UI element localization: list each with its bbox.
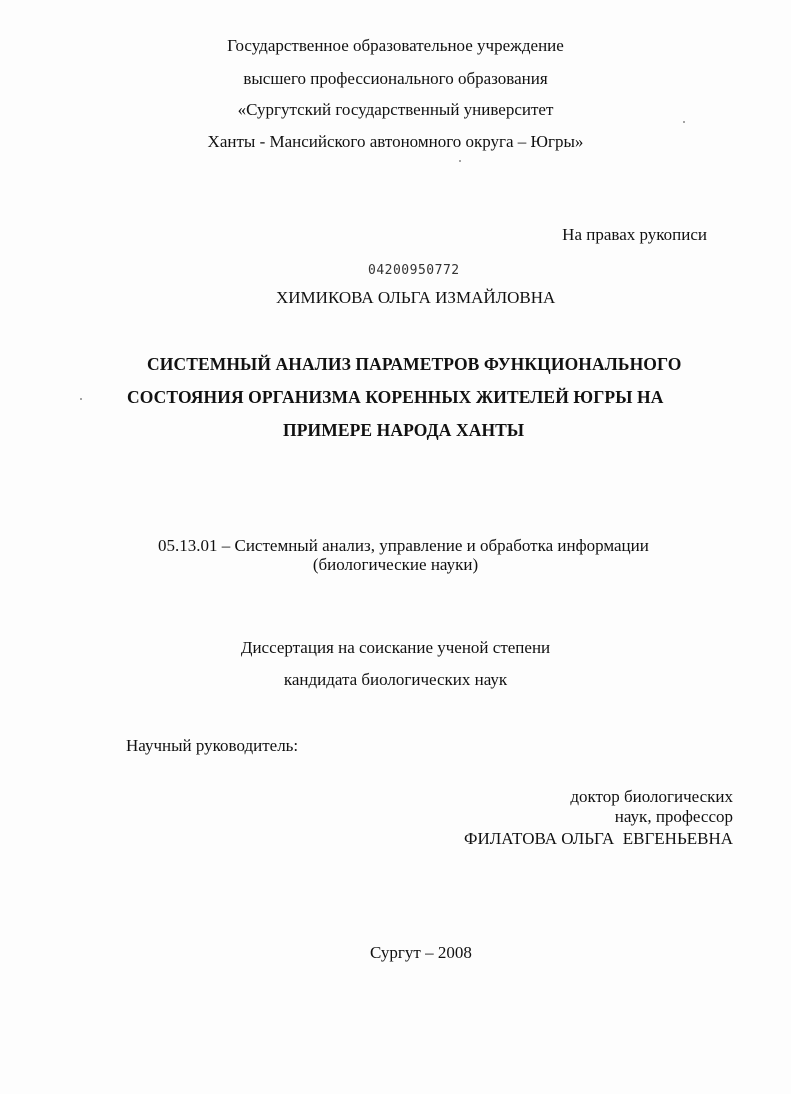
institution-line-1: Государственное образовательное учреждение [227,36,564,55]
supervisor-label: Научный руководитель: [126,736,299,755]
title-line-1: СИСТЕМНЫЙ АНАЛИЗ ПАРАМЕТРОВ ФУНКЦИОНАЛЬНОГО [147,354,682,374]
institution-line-4: Ханты - Мансийского автономного округа – Югры» [207,132,584,151]
author-name: ХИМИКОВА ОЛЬГА ИЗМАЙЛОВНА [276,288,556,307]
title-line-2: СОСТОЯНИЯ ОРГАНИЗМА КОРЕННЫХ ЖИТЕЛЕЙ ЮГРЫ НА [127,387,664,407]
specialty-line-2: (биологические науки) [312,555,479,574]
manuscript-note: На правах рукописи [562,225,707,244]
supervisor-rank-line-1: доктор биологических [570,787,733,806]
registry-number: 04200950772 [368,263,460,278]
scan-speck [459,160,461,162]
scan-speck [683,121,685,123]
institution-line-3: «Сургутский государственный университет [237,100,554,119]
city-year: Сургут – 2008 [370,943,472,962]
specialty-line-1: 05.13.01 – Системный анализ, управление и обработка информации [158,536,649,555]
title-line-3: ПРИМЕРЕ НАРОДА ХАНТЫ [283,420,525,440]
institution-line-2: высшего профессионального образования [243,69,548,88]
supervisor-rank-line-2: наук, профессор [614,807,733,826]
degree-line-1: Диссертация на соискание ученой степени [240,638,551,657]
degree-line-2: кандидата биологических наук [283,670,508,689]
supervisor-name: ФИЛАТОВА ОЛЬГА ЕВГЕНЬЕВНА [464,829,733,848]
scan-speck [80,398,82,400]
